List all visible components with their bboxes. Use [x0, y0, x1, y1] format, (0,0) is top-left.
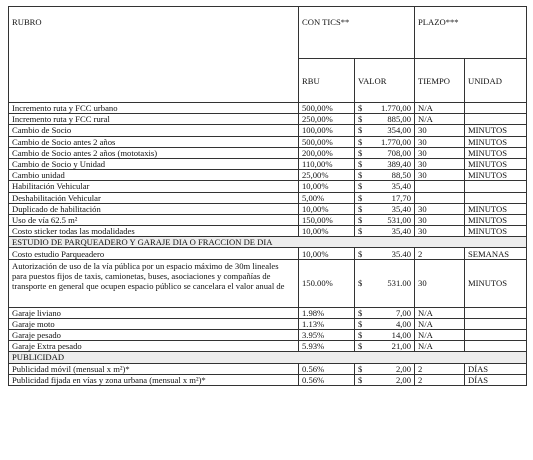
valor-cell: [355, 147, 415, 158]
valor-amount: [358, 114, 411, 124]
rbu-cell: 500,00%: [299, 136, 355, 147]
valor-number: 531.00: [387, 278, 412, 289]
valor-cell: [355, 307, 415, 318]
tiempo-cell: 30: [415, 226, 465, 237]
table-row: [9, 374, 527, 385]
header-valor: VALOR: [355, 59, 415, 103]
valor-cell: [355, 192, 415, 203]
currency-symbol: $: [358, 147, 363, 158]
header-rubro: RUBRO: [9, 7, 299, 103]
table-row: [9, 330, 527, 341]
tiempo-cell: 30: [415, 125, 465, 136]
valor-cell: [355, 181, 415, 192]
rubro-cell: Garaje pesado: [9, 330, 299, 341]
valor-cell: [355, 158, 415, 169]
valor-cell: [355, 226, 415, 237]
valor-cell: [355, 136, 415, 147]
unidad-cell: DÍAS: [465, 374, 527, 385]
currency-symbol: $: [358, 278, 363, 289]
table-row: [9, 192, 527, 203]
valor-cell: [355, 341, 415, 352]
rubro-cell: Garaje Extra pesado: [9, 341, 299, 352]
fee-table: [8, 6, 527, 386]
currency-symbol: $: [358, 114, 363, 125]
tiempo-cell: N/A: [415, 103, 465, 114]
valor-amount: [358, 319, 411, 329]
table-row: [9, 136, 527, 147]
unidad-cell: [465, 318, 527, 329]
currency-symbol: $: [358, 363, 363, 374]
unidad-cell: MINUTOS: [465, 125, 527, 136]
rubro-cell: Costo sticker todas las modalidades: [9, 226, 299, 237]
unidad-cell: [465, 114, 527, 125]
valor-number: 17,70: [391, 192, 412, 203]
tiempo-cell: N/A: [415, 318, 465, 329]
rbu-cell: 3.95%: [299, 330, 355, 341]
currency-symbol: $: [358, 330, 363, 341]
unidad-cell: MINUTOS: [465, 226, 527, 237]
valor-cell: [355, 170, 415, 181]
currency-symbol: $: [358, 181, 363, 192]
tiempo-cell: 30: [415, 214, 465, 225]
currency-symbol: $: [358, 136, 363, 147]
valor-number: 2,00: [395, 374, 412, 385]
valor-amount: [358, 215, 411, 225]
valor-number: 14,00: [391, 330, 412, 341]
valor-amount: [358, 278, 411, 288]
table-row: [9, 125, 527, 136]
rubro-cell: Publicidad fijada en vías y zona urbana (mensual x m²)*: [9, 374, 299, 385]
currency-symbol: $: [358, 318, 363, 329]
table-row: [9, 248, 527, 259]
tiempo-cell: 30: [415, 170, 465, 181]
tiempo-cell: 30: [415, 147, 465, 158]
rbu-cell: 100,00%: [299, 125, 355, 136]
valor-number: 885,00: [387, 114, 412, 125]
unidad-cell: [465, 341, 527, 352]
valor-amount: [358, 375, 411, 385]
table-row: [9, 214, 527, 225]
currency-symbol: $: [358, 125, 363, 136]
valor-cell: [355, 374, 415, 385]
rubro-cell: Incremento ruta y FCC rural: [9, 114, 299, 125]
rbu-cell: 1.13%: [299, 318, 355, 329]
section-header-row: [9, 352, 527, 363]
tiempo-cell: [415, 192, 465, 203]
unidad-cell: [465, 192, 527, 203]
valor-number: 531,00: [387, 214, 412, 225]
valor-number: 389,40: [387, 159, 412, 170]
valor-number: 2,00: [395, 363, 412, 374]
currency-symbol: $: [358, 214, 363, 225]
valor-number: 708,00: [387, 147, 412, 158]
header-con-tics: CON TICS**: [299, 7, 415, 59]
valor-cell: [355, 363, 415, 374]
rbu-cell: 0.56%: [299, 374, 355, 385]
valor-amount: [358, 148, 411, 158]
table-row: [9, 170, 527, 181]
table-row: [9, 181, 527, 192]
rbu-cell: 5,00%: [299, 192, 355, 203]
table-row: [9, 307, 527, 318]
valor-amount: [358, 226, 411, 236]
valor-amount: [358, 159, 411, 169]
unidad-cell: [465, 307, 527, 318]
rubro-cell: Autorización de uso de la vía pública por un espacio máximo de 30m lineales para puestos fijos de taxis, camionetas, buses, asociaciones y compañías de transporte en general que ocupen espacio público se cancelara el valor anual de: [9, 259, 299, 307]
valor-number: 35,40: [391, 181, 412, 192]
rubro-cell: Cambio de Socio antes 2 años: [9, 136, 299, 147]
valor-amount: [358, 125, 411, 135]
tiempo-cell: 2: [415, 363, 465, 374]
tiempo-cell: 30: [415, 259, 465, 307]
rbu-cell: 110,00%: [299, 158, 355, 169]
rbu-cell: 200,00%: [299, 147, 355, 158]
table-row: [9, 203, 527, 214]
valor-number: 21,00: [391, 341, 412, 352]
fee-table-body: [9, 7, 527, 386]
tiempo-cell: 2: [415, 374, 465, 385]
table-row: [9, 259, 527, 307]
currency-symbol: $: [358, 203, 363, 214]
tiempo-cell: [415, 181, 465, 192]
rubro-cell: Uso de vía 62.5 m²: [9, 214, 299, 225]
table-row: [9, 158, 527, 169]
valor-cell: [355, 259, 415, 307]
valor-amount: [358, 330, 411, 340]
unidad-cell: DÍAS: [465, 363, 527, 374]
valor-amount: [358, 103, 411, 113]
tiempo-cell: 30: [415, 158, 465, 169]
header-tiempo: TIEMPO: [415, 59, 465, 103]
rbu-cell: 1.98%: [299, 307, 355, 318]
header-row: [9, 7, 527, 59]
valor-amount: [358, 341, 411, 351]
currency-symbol: $: [358, 248, 363, 259]
tiempo-cell: N/A: [415, 114, 465, 125]
rbu-cell: 10,00%: [299, 248, 355, 259]
rubro-cell: Garaje moto: [9, 318, 299, 329]
unidad-cell: MINUTOS: [465, 214, 527, 225]
unidad-cell: MINUTOS: [465, 136, 527, 147]
rubro-cell: Habilitación Vehicular: [9, 181, 299, 192]
tiempo-cell: 2: [415, 248, 465, 259]
rbu-cell: 25,00%: [299, 170, 355, 181]
rbu-cell: 0.56%: [299, 363, 355, 374]
unidad-cell: MINUTOS: [465, 170, 527, 181]
valor-cell: [355, 103, 415, 114]
section-title: PUBLICIDAD: [9, 352, 527, 363]
valor-cell: [355, 318, 415, 329]
rubro-cell: Cambio de Socio y Unidad: [9, 158, 299, 169]
table-row: [9, 103, 527, 114]
rubro-cell: Publicidad móvil (mensual x m²)*: [9, 363, 299, 374]
unidad-cell: [465, 103, 527, 114]
valor-number: 354,00: [387, 125, 412, 136]
valor-cell: [355, 214, 415, 225]
table-row: [9, 341, 527, 352]
tiempo-cell: N/A: [415, 307, 465, 318]
valor-amount: [358, 137, 411, 147]
currency-symbol: $: [358, 170, 363, 181]
unidad-cell: MINUTOS: [465, 147, 527, 158]
tiempo-cell: N/A: [415, 341, 465, 352]
rbu-cell: 10,00%: [299, 181, 355, 192]
valor-number: 35.40: [391, 248, 412, 259]
unidad-cell: [465, 330, 527, 341]
currency-symbol: $: [358, 341, 363, 352]
table-row: [9, 226, 527, 237]
valor-cell: [355, 203, 415, 214]
fee-table-container: [8, 6, 527, 386]
currency-symbol: $: [358, 192, 363, 203]
currency-symbol: $: [358, 103, 363, 114]
valor-cell: [355, 330, 415, 341]
valor-number: 88,50: [391, 170, 412, 181]
valor-number: 35,40: [391, 226, 412, 237]
valor-amount: [358, 204, 411, 214]
rubro-cell: Garaje liviano: [9, 307, 299, 318]
tiempo-cell: 30: [415, 136, 465, 147]
valor-amount: [358, 249, 411, 259]
rubro-cell: Cambio de Socio: [9, 125, 299, 136]
unidad-cell: MINUTOS: [465, 203, 527, 214]
tiempo-cell: N/A: [415, 330, 465, 341]
rbu-cell: 150.00%: [299, 259, 355, 307]
header-rbu: RBU: [299, 59, 355, 103]
rbu-cell: 150,00%: [299, 214, 355, 225]
valor-number: 1.770,00: [380, 103, 412, 114]
unidad-cell: MINUTOS: [465, 259, 527, 307]
valor-amount: [358, 170, 411, 180]
valor-cell: [355, 114, 415, 125]
valor-number: 1.770,00: [380, 136, 412, 147]
valor-amount: [358, 193, 411, 203]
valor-number: 35,40: [391, 203, 412, 214]
header-unidad: UNIDAD: [465, 59, 527, 103]
table-row: [9, 363, 527, 374]
valor-amount: [358, 308, 411, 318]
valor-number: 7,00: [395, 307, 412, 318]
section-title: ESTUDIO DE PARQUEADERO Y GARAJE DIA O FRACCION DE DIA: [9, 237, 527, 248]
currency-symbol: $: [358, 374, 363, 385]
rbu-cell: 5.93%: [299, 341, 355, 352]
rbu-cell: 10,00%: [299, 226, 355, 237]
rubro-cell: Incremento ruta y FCC urbano: [9, 103, 299, 114]
valor-number: 4,00: [395, 318, 412, 329]
rubro-cell: Costo estudio Parqueadero: [9, 248, 299, 259]
table-row: [9, 114, 527, 125]
rubro-cell: Cambio de Socio antes 2 años (mototaxis): [9, 147, 299, 158]
currency-symbol: $: [358, 226, 363, 237]
section-header-row: [9, 237, 527, 248]
valor-cell: [355, 248, 415, 259]
header-plazo: PLAZO***: [415, 7, 527, 59]
rubro-cell: Cambio unidad: [9, 170, 299, 181]
valor-amount: [358, 364, 411, 374]
unidad-cell: MINUTOS: [465, 158, 527, 169]
unidad-cell: SEMANAS: [465, 248, 527, 259]
currency-symbol: $: [358, 159, 363, 170]
rubro-cell: Duplicado de habilitación: [9, 203, 299, 214]
rbu-cell: 500,00%: [299, 103, 355, 114]
tiempo-cell: 30: [415, 203, 465, 214]
valor-cell: [355, 125, 415, 136]
currency-symbol: $: [358, 307, 363, 318]
rbu-cell: 250,00%: [299, 114, 355, 125]
rbu-cell: 10,00%: [299, 203, 355, 214]
table-row: [9, 318, 527, 329]
unidad-cell: [465, 181, 527, 192]
rubro-cell: Deshabilitación Vehicular: [9, 192, 299, 203]
table-row: [9, 147, 527, 158]
valor-amount: [358, 181, 411, 191]
